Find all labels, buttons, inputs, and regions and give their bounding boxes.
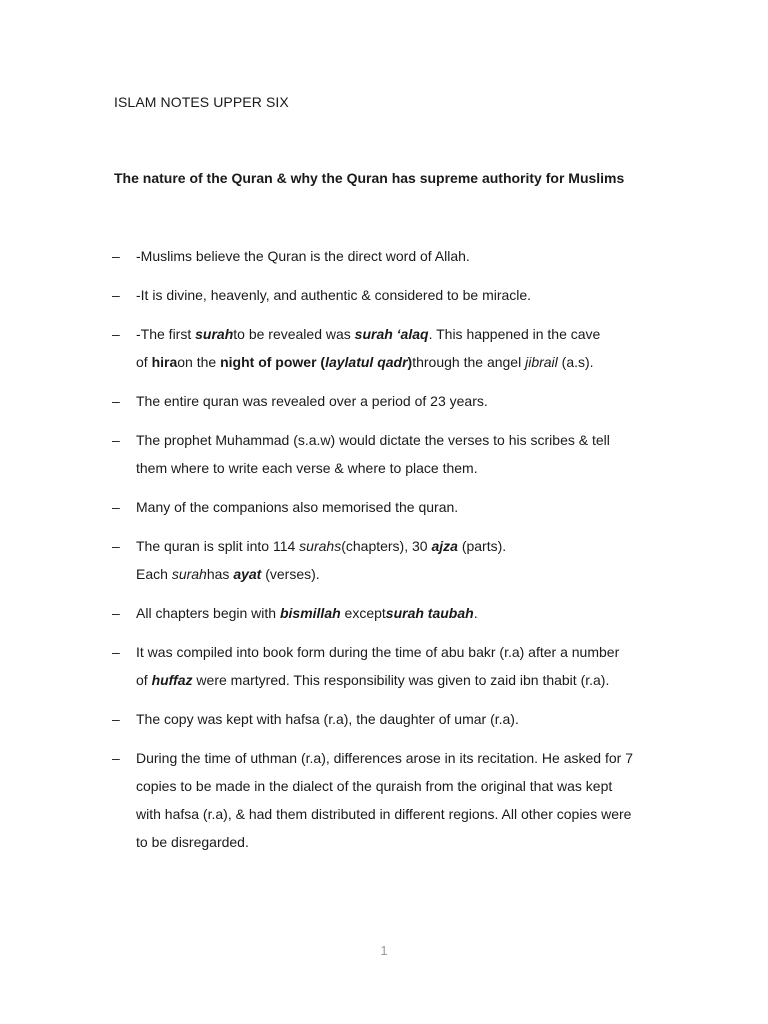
note-text: (verses). [261,566,320,582]
bullet-dash: – [112,432,120,448]
note-item [112,281,702,309]
note-item [112,387,702,415]
bullet-dash: – [112,393,120,409]
term-surah: surah [195,326,234,342]
bullet-dash: – [112,750,120,766]
note-text: on the [177,354,221,370]
term-huffaz: huffaz [151,672,193,688]
note-text: Each [136,566,172,582]
note-item [112,638,702,694]
note-text: were martyred. This responsibility was given to zaid ibn thabit (r.a). [192,672,610,688]
term-surahs: surahs [299,538,342,554]
note-item [112,320,702,376]
term-bismillah: bismillah [279,605,341,621]
note-item [112,242,702,270]
note-text: The quran is split into 114 [136,538,300,554]
term-surah-alaq: surah ‘alaq [354,326,429,342]
note-text: copies to be made in the dialect of the quraish from the original that was kept [136,778,613,794]
closing-paren: ) [407,354,413,370]
bullet-dash: – [112,538,120,554]
note-text: (parts). [457,538,507,554]
bullet-dash: – [112,287,120,303]
term-surah: surah [171,566,207,582]
section-heading: The nature of the Quran & why the Quran has supreme authority for Muslims [114,170,625,186]
term-ayat: ayat [233,566,262,582]
note-text: of [136,354,152,370]
note-item [112,744,702,856]
term-ajza: ajza [431,538,458,554]
note-item [112,599,702,627]
note-text: It was compiled into book form during the time of abu bakr (r.a) after a number [136,644,620,660]
note-text: -The first [136,326,196,342]
document-title: ISLAM NOTES UPPER SIX [114,94,289,110]
note-text: except [340,605,386,621]
term-surah-taubah: surah taubah [385,605,474,621]
note-item [112,532,702,588]
note-text: to be disregarded. [136,834,249,850]
bullet-dash: – [112,499,120,515]
note-text: The entire quran was revealed over a period of 23 years. [136,393,488,409]
note-text: The copy was kept with hafsa (r.a), the daughter of umar (r.a). [136,711,519,727]
term-jibrail: jibrail [525,354,558,370]
note-item [112,426,702,482]
note-text: -It is divine, heavenly, and authentic & considered to be miracle. [136,287,532,303]
bullet-dash: – [112,711,120,727]
note-text: All chapters begin with [136,605,280,621]
term-hira: hira [151,354,178,370]
page-number: 1 [380,943,388,958]
bullet-dash: – [112,644,120,660]
note-item [112,705,702,733]
note-text: to be revealed was [233,326,355,342]
note-text: The prophet Muhammad (s.a.w) would dictate the verses to his scribes & tell [136,432,610,448]
term-laylatul-qadr: laylatul qadr [325,354,408,370]
note-text: through the angel [412,354,526,370]
note-text: . This happened in the cave [428,326,601,342]
note-text: Many of the companions also memorised the quran. [136,499,459,515]
note-item [112,493,702,521]
note-text: . [473,605,478,621]
bullet-dash: – [112,248,120,264]
note-text: -Muslims believe the Quran is the direct word of Allah. [136,248,470,264]
bullet-dash: – [112,605,120,621]
notes-list [112,242,702,867]
note-text: of [136,672,152,688]
note-text: with hafsa (r.a), & had them distributed in different regions. All other copies were [136,806,632,822]
note-text: them where to write each verse & where to place them. [136,460,478,476]
note-text: (chapters), 30 [341,538,432,554]
note-text: (a.s). [557,354,594,370]
note-text: During the time of uthman (r.a), differences arose in its recitation. He asked for 7 [136,750,633,766]
note-text: has [206,566,234,582]
bullet-dash: – [112,326,120,342]
term-night-of-power: night of power ( [220,354,326,370]
